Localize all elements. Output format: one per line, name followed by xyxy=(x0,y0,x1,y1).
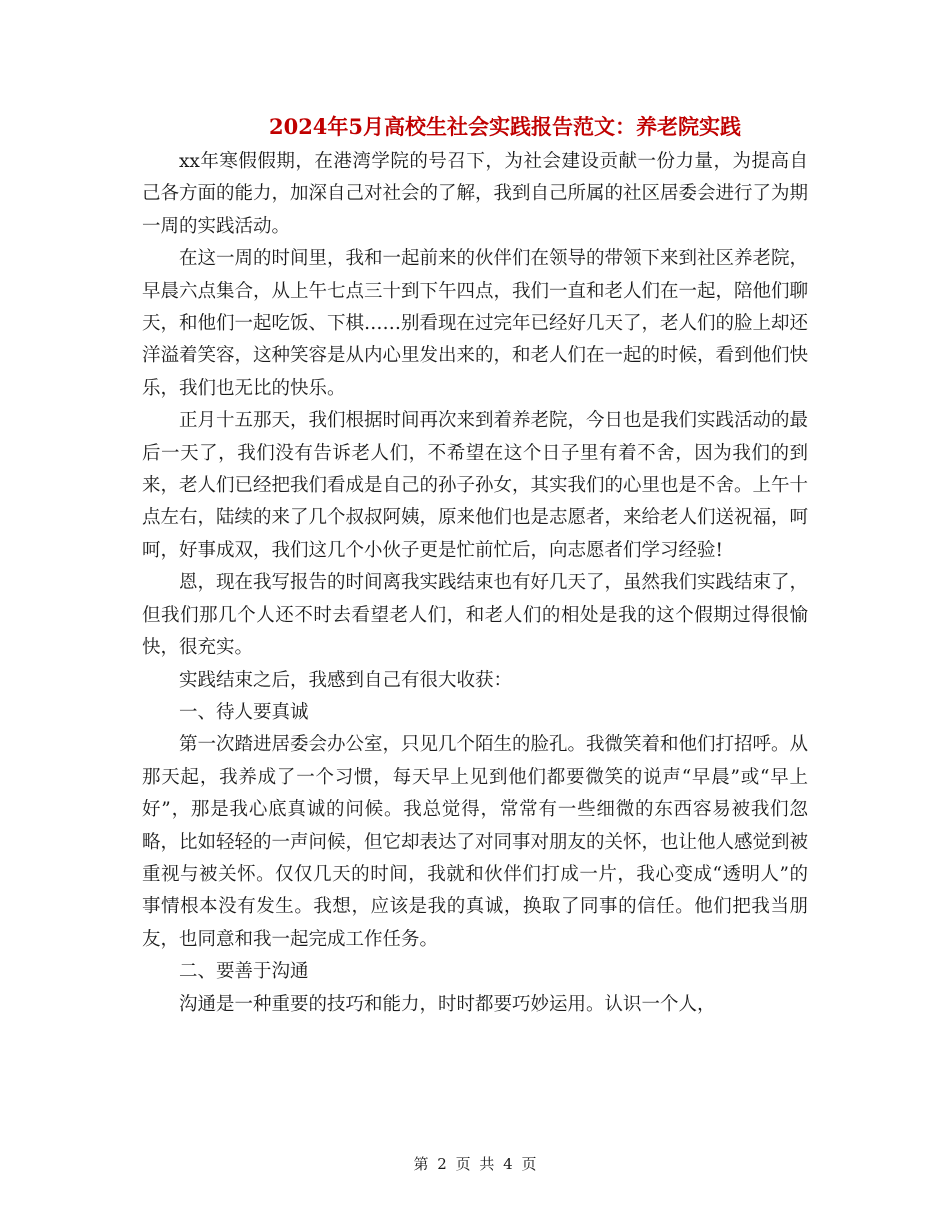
section-heading-communication: 二、要善于沟通 xyxy=(179,961,309,983)
paragraph-sincerity: 第一次踏进居委会办公室，只见几个陌生的脸孔。我微笑着和他们打招呼。从那天起，我养成了一个习惯，每天早上见到他们都要微笑的说声“早晨”或“早上好”，那是我心底真诚的问候。我总觉得，常常有一些细微的东西容易被我们忽略，比如轻轻的一声问候，但它却表达了对同事对朋友的关怀，也让他人感觉到被重视与被关怀。仅仅几天的时间，我就和伙伴们打成一片，我心变成“透明人”的事情根本没有发生。我想，应该是我的真诚，换取了同事的信任。他们把我当朋友，也同意和我一起完成工作任务。 xyxy=(142,734,809,950)
paragraph-communication: 沟通是一种重要的技巧和能力，时时都要巧妙运用。认识一个人， xyxy=(179,993,716,1015)
paragraph-lantern-festival: 正月十五那天，我们根据时间再次来到着养老院，今日也是我们实践活动的最后一天了，我们没有告诉老人们，不希望在这个日子里有着不舍，因为我们的到来，老人们已经把我们看成是自己的孙子孙女，其实我们的心里也是不舍。上午十点左右，陆续的来了几个叔叔阿姨，原来他们也是志愿者，来给老人们送祝福，呵呵，好事成双，我们这几个小伙子更是忙前忙后，向志愿者们学习经验! xyxy=(142,410,809,561)
document-title: 2024年5月高校生社会实践报告范文：养老院实践 xyxy=(268,114,742,139)
paragraph-gains-intro: 实践结束之后，我感到自己有很大收获： xyxy=(179,669,513,691)
paragraph-after-practice: 恩，现在我写报告的时间离我实践结束也有好几天了，虽然我们实践结束了，但我们那几个人还不时去看望老人们，和老人们的相处是我的这个假期过得很愉快，很充实。 xyxy=(142,572,809,659)
document-body xyxy=(142,146,808,1021)
section-heading-sincerity: 一、待人要真诚 xyxy=(179,701,309,723)
page-footer: 第 2 页 共 4 页 xyxy=(413,1155,537,1173)
paragraph-intro: xx年寒假假期，在港湾学院的号召下，为社会建设贡献一份力量，为提高自己各方面的能力，加深自己对社会的了解，我到自己所属的社区居委会进行了为期一周的实践活动。 xyxy=(142,151,809,237)
paragraph-week-activities: 在这一周的时间里，我和一起前来的伙伴们在领导的带领下来到社区养老院，早晨六点集合，从上午七点三十到下午四点，我们一直和老人们在一起，陪他们聊天，和他们一起吃饭、下棋……别看现在过完年已经好几天了，老人们的脸上却还洋溢着笑容，这种笑容是从内心里发出来的，和老人们在一起的时候，看到他们快乐，我们也无比的快乐。 xyxy=(142,248,809,399)
